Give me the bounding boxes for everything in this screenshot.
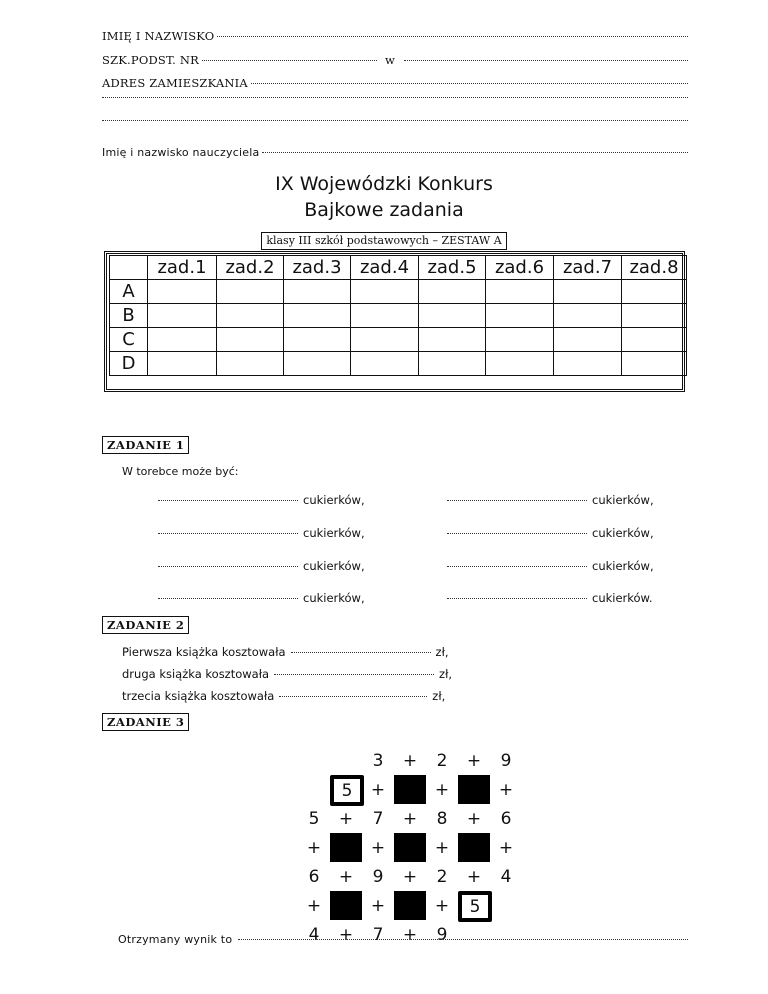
candy-answer[interactable]	[447, 526, 654, 540]
puzzle-plus-sign: +	[338, 808, 354, 829]
puzzle-plus-sign: +	[306, 837, 322, 858]
book-price-line[interactable]	[122, 689, 445, 703]
puzzle-plus-sign: +	[466, 750, 482, 771]
set-label: klasy III szkół podstawowych – ZESTAW A	[261, 232, 506, 250]
teacher-line[interactable]	[102, 146, 688, 159]
puzzle-number: 4	[308, 924, 320, 945]
puzzle-black-cell	[330, 891, 362, 920]
puzzle-number: 2	[436, 750, 448, 771]
puzzle-plus-sign: +	[306, 895, 322, 916]
puzzle-plus-sign: +	[370, 895, 386, 916]
puzzle-number: 9	[500, 750, 512, 771]
answer-cell[interactable]	[419, 280, 486, 304]
task2-label: ZADANIE 2	[102, 616, 189, 634]
answer-cell[interactable]	[217, 352, 284, 376]
set-label-wrap	[0, 229, 768, 250]
puzzle-plus-sign: +	[402, 866, 418, 887]
puzzle-number: 3	[372, 750, 384, 771]
col-header: zad.8	[622, 256, 687, 280]
answer-cell[interactable]	[554, 352, 622, 376]
puzzle-number: 6	[500, 808, 512, 829]
currency-label: zł,	[432, 689, 446, 703]
puzzle-number: 7	[372, 924, 384, 945]
answer-cell[interactable]	[148, 328, 217, 352]
answer-cell[interactable]	[351, 304, 419, 328]
answer-cell[interactable]	[284, 328, 351, 352]
answer-cell[interactable]	[217, 328, 284, 352]
book-price-label: Pierwsza książka kosztowała	[122, 645, 286, 659]
school-line[interactable]	[102, 53, 688, 67]
answer-cell[interactable]	[148, 280, 217, 304]
puzzle-number: 6	[308, 866, 320, 887]
book-price-line[interactable]	[122, 667, 452, 681]
address-line[interactable]	[102, 76, 688, 90]
answer-cell[interactable]	[622, 304, 687, 328]
answer-cell[interactable]	[284, 352, 351, 376]
answer-cell[interactable]	[217, 280, 284, 304]
answer-table	[109, 255, 687, 376]
task3-label: ZADANIE 3	[102, 713, 189, 731]
col-header: zad.4	[351, 256, 419, 280]
task1-intro: W torebce może być:	[122, 465, 239, 478]
candy-unit: cukierków,	[592, 559, 654, 573]
puzzle-plus-sign: +	[498, 779, 514, 800]
row-header: A	[110, 280, 148, 304]
book-price-label: trzecia książka kosztowała	[122, 689, 275, 703]
result-label: Otrzymany wynik to	[118, 933, 233, 946]
address-line-3[interactable]	[102, 123, 688, 124]
book-price-line[interactable]	[122, 645, 449, 659]
puzzle-highlighted-number: 5	[330, 775, 364, 806]
puzzle-plus-sign: +	[370, 779, 386, 800]
answer-cell[interactable]	[486, 280, 554, 304]
answer-cell[interactable]	[351, 280, 419, 304]
puzzle-plus-sign: +	[402, 924, 418, 945]
row-header: B	[110, 304, 148, 328]
puzzle-black-cell	[394, 833, 426, 862]
answer-cell[interactable]	[419, 328, 486, 352]
puzzle-number: 4	[500, 866, 512, 887]
col-header: zad.5	[419, 256, 486, 280]
puzzle-black-cell	[330, 833, 362, 862]
candy-answer[interactable]	[447, 591, 653, 605]
school-label: SZK.PODST. NR	[102, 53, 199, 67]
puzzle-plus-sign: +	[434, 895, 450, 916]
answer-cell[interactable]	[148, 352, 217, 376]
puzzle-plus-sign: +	[466, 866, 482, 887]
answer-cell[interactable]	[284, 304, 351, 328]
task1-label: ZADANIE 1	[102, 436, 189, 454]
puzzle-number: 9	[372, 866, 384, 887]
answer-cell[interactable]	[554, 280, 622, 304]
col-header: zad.2	[217, 256, 284, 280]
answer-cell[interactable]	[419, 352, 486, 376]
teacher-label: Imię i nazwisko nauczyciela	[102, 146, 260, 159]
school-in-label: w	[385, 53, 396, 67]
answer-cell[interactable]	[622, 328, 687, 352]
puzzle-number: 9	[436, 924, 448, 945]
candy-answer[interactable]	[158, 526, 365, 540]
name-line[interactable]	[102, 29, 688, 43]
page-title: IX Wojewódzki Konkurs	[275, 173, 493, 195]
answer-cell[interactable]	[351, 328, 419, 352]
answer-cell[interactable]	[148, 304, 217, 328]
name-label: IMIĘ I NAZWISKO	[102, 29, 215, 43]
col-header: zad.7	[554, 256, 622, 280]
candy-answer[interactable]	[447, 493, 654, 507]
candy-unit: cukierków,	[303, 559, 365, 573]
answer-cell[interactable]	[419, 304, 486, 328]
candy-unit: cukierków,	[303, 493, 365, 507]
candy-answer[interactable]	[447, 559, 654, 573]
candy-answer[interactable]	[158, 559, 365, 573]
puzzle-plus-sign: +	[402, 750, 418, 771]
col-header: zad.1	[148, 256, 217, 280]
address-label: ADRES ZAMIESZKANIA	[102, 76, 248, 90]
candy-answer[interactable]	[158, 493, 365, 507]
puzzle-plus-sign: +	[370, 837, 386, 858]
puzzle-black-cell	[458, 833, 490, 862]
puzzle-plus-sign: +	[338, 866, 354, 887]
puzzle-number: 2	[436, 866, 448, 887]
puzzle-plus-sign: +	[466, 808, 482, 829]
answer-cell[interactable]	[554, 304, 622, 328]
answer-cell[interactable]	[554, 328, 622, 352]
puzzle-black-cell	[458, 775, 490, 804]
currency-label: zł,	[439, 667, 453, 681]
puzzle-number: 5	[308, 808, 320, 829]
candy-unit: cukierków,	[592, 526, 654, 540]
answer-cell[interactable]	[486, 352, 554, 376]
page-subtitle: Bajkowe zadania	[304, 199, 464, 221]
address-line-2[interactable]	[102, 100, 688, 101]
candy-unit: cukierków,	[592, 493, 654, 507]
answer-cell[interactable]	[622, 352, 687, 376]
row-header: D	[110, 352, 148, 376]
puzzle-plus-sign: +	[434, 837, 450, 858]
candy-answer[interactable]	[158, 591, 365, 605]
candy-unit: cukierków,	[303, 526, 365, 540]
puzzle-highlighted-number: 5	[458, 891, 492, 922]
answer-cell[interactable]	[486, 304, 554, 328]
answer-cell[interactable]	[217, 304, 284, 328]
puzzle-black-cell	[394, 891, 426, 920]
col-header: zad.6	[486, 256, 554, 280]
result-line[interactable]	[118, 933, 688, 946]
col-header: zad.3	[284, 256, 351, 280]
puzzle-plus-sign: +	[338, 924, 354, 945]
candy-unit: cukierków.	[592, 591, 653, 605]
corner-cell	[110, 256, 148, 280]
candy-unit: cukierków,	[303, 591, 365, 605]
puzzle-plus-sign: +	[498, 837, 514, 858]
puzzle-black-cell	[394, 775, 426, 804]
row-header: C	[110, 328, 148, 352]
answer-cell[interactable]	[622, 280, 687, 304]
currency-label: zł,	[435, 645, 449, 659]
answer-cell[interactable]	[284, 280, 351, 304]
answer-cell[interactable]	[486, 328, 554, 352]
puzzle-number: 8	[436, 808, 448, 829]
answer-cell[interactable]	[351, 352, 419, 376]
puzzle-number: 7	[372, 808, 384, 829]
book-price-label: druga książka kosztowała	[122, 667, 270, 681]
puzzle-plus-sign: +	[402, 808, 418, 829]
puzzle-plus-sign: +	[434, 779, 450, 800]
